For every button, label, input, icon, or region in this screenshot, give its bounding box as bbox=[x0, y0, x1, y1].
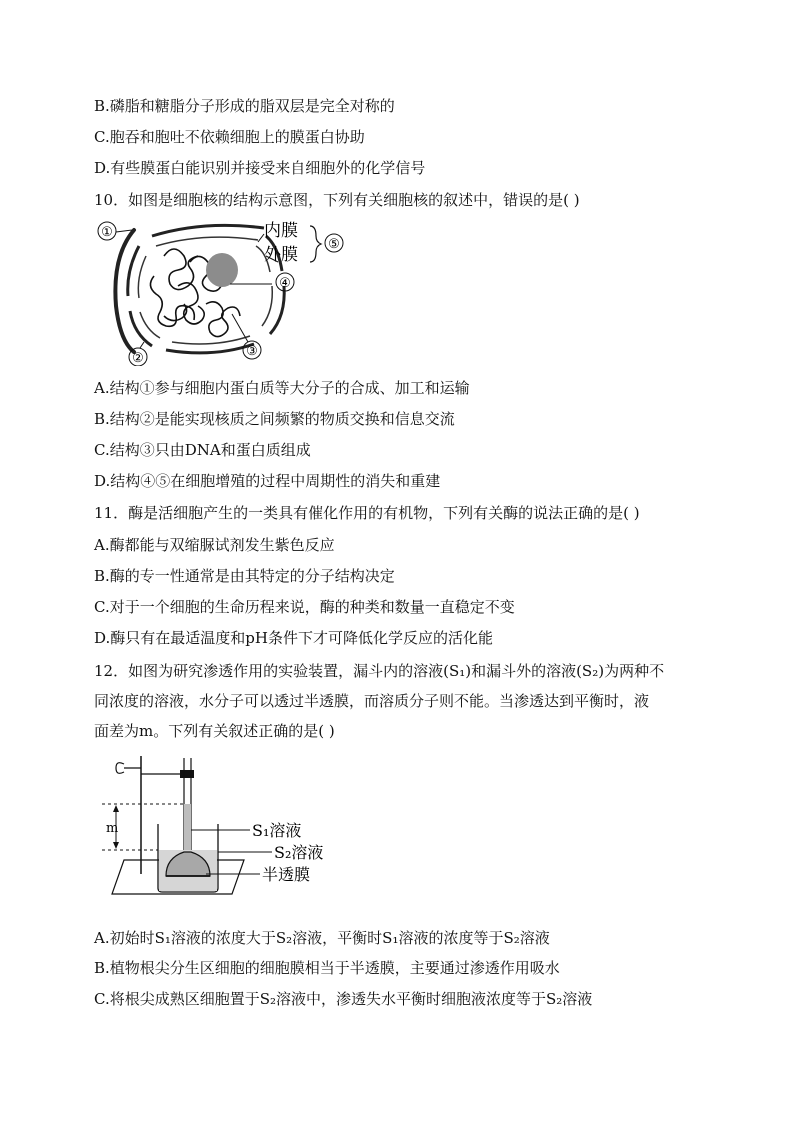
nucleus-diagram bbox=[94, 216, 354, 366]
label-1: ① bbox=[101, 225, 113, 240]
label-5: ⑤ bbox=[328, 237, 340, 252]
nucleolus bbox=[206, 253, 238, 287]
q9-option-d: D.有些膜蛋白能识别并接受来自细胞外的化学信号 bbox=[94, 159, 426, 177]
outer-membrane-label: 外膜 bbox=[264, 245, 298, 265]
label-3: ③ bbox=[246, 344, 258, 359]
q10-option-b: B.结构②是能实现核质之间频繁的物质交换和信息交流 bbox=[94, 410, 455, 428]
q9-option-b: B.磷脂和糖脂分子形成的脂双层是完全对称的 bbox=[94, 97, 395, 115]
q12-stem-line1: 12．如图为研究渗透作用的实验装置，漏斗内的溶液(S₁)和漏斗外的溶液(S₂)为两种不 bbox=[94, 662, 665, 680]
endoplasmic-reticulum bbox=[115, 230, 134, 352]
q10-option-a: A.结构①参与细胞内蛋白质等大分子的合成、加工和运输 bbox=[94, 379, 470, 397]
q9-option-c: C.胞吞和胞吐不依赖细胞上的膜蛋白协助 bbox=[94, 128, 365, 146]
q12-option-c: C.将根尖成熟区细胞置于S₂溶液中，渗透失水平衡时细胞液浓度等于S₂溶液 bbox=[94, 990, 593, 1008]
label-4: ④ bbox=[279, 276, 291, 291]
inner-membrane-label: 内膜 bbox=[264, 221, 298, 241]
q12-option-b: B.植物根尖分生区细胞的细胞膜相当于半透膜，主要通过渗透作用吸水 bbox=[94, 959, 560, 977]
tube-liquid bbox=[184, 804, 191, 852]
q12-stem-line2: 同浓度的溶液，水分子可以透过半透膜，而溶质分子则不能。当渗透达到平衡时，液 bbox=[94, 692, 650, 710]
semipermeable-membrane-label: 半透膜 bbox=[262, 865, 311, 884]
clamp-block bbox=[180, 770, 194, 778]
m-label: m bbox=[106, 821, 119, 836]
q10-stem: 10．如图是细胞核的结构示意图，下列有关细胞核的叙述中，错误的是( ) bbox=[94, 191, 580, 209]
osmosis-apparatus-diagram bbox=[94, 752, 344, 904]
q11-option-b: B.酶的专一性通常是由其特定的分子结构决定 bbox=[94, 567, 395, 585]
q12-option-a: A.初始时S₁溶液的浓度大于S₂溶液，平衡时S₁溶液的浓度等于S₂溶液 bbox=[94, 929, 550, 947]
q11-stem: 11．酶是活细胞产生的一类具有催化作用的有机物，下列有关酶的说法正确的是( ) bbox=[94, 504, 640, 522]
q11-option-a: A.酶都能与双缩脲试剂发生紫色反应 bbox=[94, 536, 335, 554]
q10-option-c: C.结构③只由DNA和蛋白质组成 bbox=[94, 441, 311, 459]
brace bbox=[310, 226, 321, 262]
s2-solution-label: S₂溶液 bbox=[274, 843, 324, 862]
q10-option-d: D.结构④⑤在细胞增殖的过程中周期性的消失和重建 bbox=[94, 472, 441, 490]
q12-stem-line3: 面差为m。下列有关叙述正确的是( ) bbox=[94, 722, 335, 740]
q11-option-d: D.酶只有在最适温度和pH条件下才可降低化学反应的活化能 bbox=[94, 629, 493, 647]
q11-option-c: C.对于一个细胞的生命历程来说，酶的种类和数量一直稳定不变 bbox=[94, 598, 515, 616]
label-2: ② bbox=[132, 351, 144, 366]
s1-solution-label: S₁溶液 bbox=[252, 821, 302, 840]
